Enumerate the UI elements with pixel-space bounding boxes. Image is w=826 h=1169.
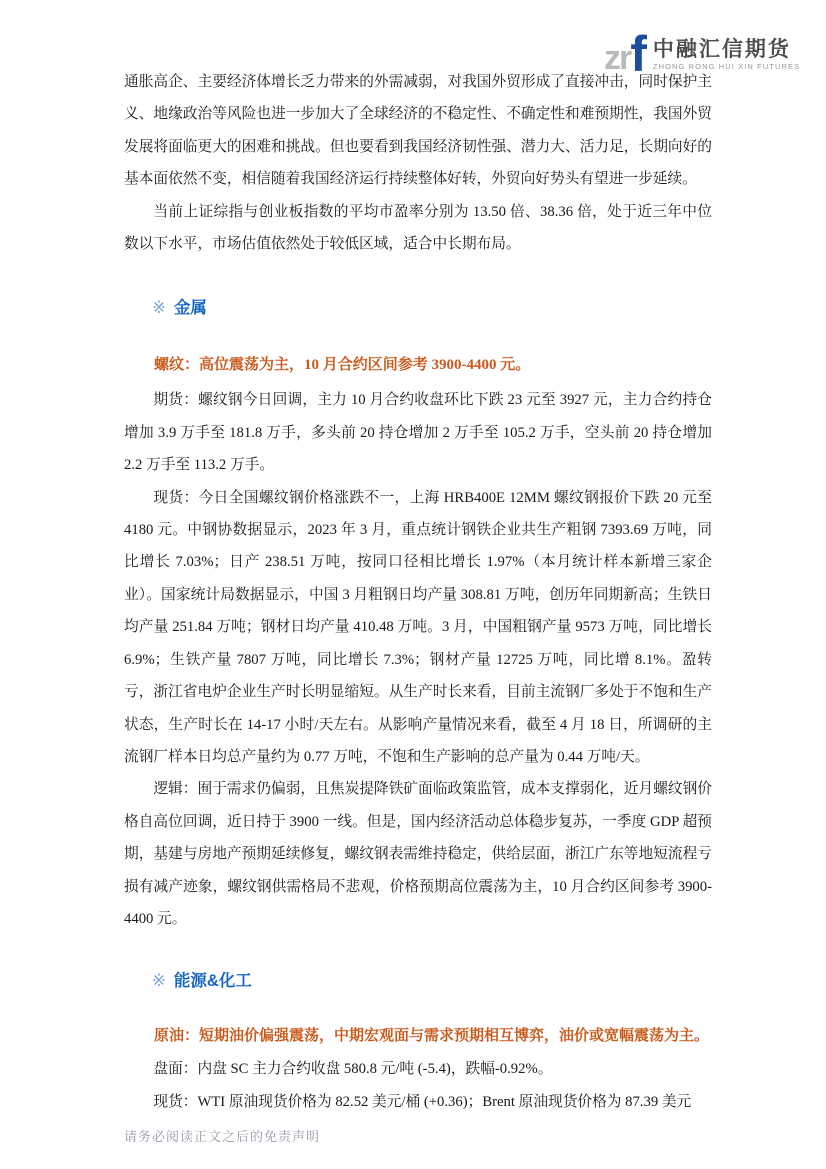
topic-heading-rebar: 螺纹：高位震荡为主，10 月合约区间参考 3900-4400 元。 [154,357,531,374]
section-title-energy-label: 能源&化工 [173,972,252,991]
paragraph-rebar-spot: 现货：今日全国螺纹钢价格涨跌不一，上海 HRB400E 12MM 螺纹钢报价下跌 20 元至 4180 元。中钢协数据显示，2023 年 3 月，重点统计钢铁企业共生产粗钢 7393.69 万吨，同比增长 7.03%；日产 238.51 万吨，按同口径相比增长 1.97%（本月统计样本新增三家企业）。国家统计局数据显示，中国 3 月粗钢日均产量 308.81 万吨，创历年同期新高；生铁日均产量 251.84 万吨；钢材日均产量 410.48 万吨。3 月，中国粗钢产量 9573 万吨，同比增长 6.9%；生铁产量 7807 万吨，同比增长 7.3%；钢材产量 12725 万吨，同比增 8.1%。盈转亏，浙江省电炉企业生产时长明显缩短。从生产时长来看，目前主流钢厂多处于不饱和生产状态，生产时长在 14-17 小时/天左右。从影响产量情况来看，截至 4 月 18 日，所调研的主流钢厂样本日均总产量约为 0.77 万吨，不饱和生产影响的总产量为 0.44 万吨/天。 [124,489,712,765]
section-title-energy [124,969,712,993]
topic-heading-crude: 原油：短期油价偏强震荡，中期宏观面与需求预期相互博弈，油价或宽幅震荡为主。 [154,1028,710,1045]
logo-company-name-cn: 中融汇信期货 [652,38,791,61]
section-title-metal-label: 金属 [173,299,207,318]
logo-letters-zr: zr [604,38,631,77]
section-marker-icon: ※ [152,299,166,318]
logo-company-name-en: ZHONG RONG HUI XIN FUTURES [652,62,801,71]
paragraph-crude-board: 盘面：内盘 SC 主力合约收盘 580.8 元/吨 (-5.4)，跌幅-0.92%。 [153,1061,553,1078]
paragraph-rebar-futures: 期货：螺纹钢今日回调，主力 10 月合约收盘环比下跌 23 元至 3927 元，主力合约持仓增加 3.9 万手至 181.8 万手，多头前 20 持仓增加 2 万手至 105.2 万手，空头前 20 持仓增加 2.2 万手至 113.2 万手。 [124,392,712,474]
paragraph-crude-spot: 现货：WTI 原油现货价格为 82.52 美元/桶 (+0.36)；Brent 原油现货价格为 87.39 美元 [153,1093,692,1110]
disclaimer-note: 请务必阅读正文之后的免责声明 [124,1129,321,1144]
section-marker-icon: ※ [152,972,166,991]
paragraph-trade-outlook: 通胀高企、主要经济体增长乏力带来的外需减弱，对我国外贸形成了直接冲击，同时保护主义、地缘政治等风险也进一步加大了全球经济的不稳定性、不确定性和难预期性，我国外贸发展将面临更大的困难和挑战。但也要看到我国经济韧性强、潜力大、活力足，长期向好的基本面依然不变，相信随着我国经济运行持续整体好转，外贸向好势头有望进一步延续。 [124,74,712,188]
paragraph-rebar-logic: 逻辑：囿于需求仍偏弱，且焦炭提降铁矿面临政策监管，成本支撑弱化，近月螺纹钢价格自高位回调，近日持于 3900 一线。但是，国内经济活动总体稳步复苏，一季度 GDP 超预期，基建与房地产预期延续修复，螺纹钢表需维持稳定，供给层面，浙江广东等地短流程亏损有减产迹象，螺纹钢供需格局不悲观，价格预期高位震荡为主，10 月合约区间参考 3900-4400 元。 [124,781,712,927]
section-title-metal [124,296,712,320]
logo-letter-f: f [630,26,647,82]
report-body [124,66,712,1118]
paragraph-valuation: 当前上证综指与创业板指数的平均市盈率分别为 13.50 倍、38.36 倍，处于近三年中位数以下水平，市场估值依然处于较低区域，适合中长期布局。 [124,203,712,253]
